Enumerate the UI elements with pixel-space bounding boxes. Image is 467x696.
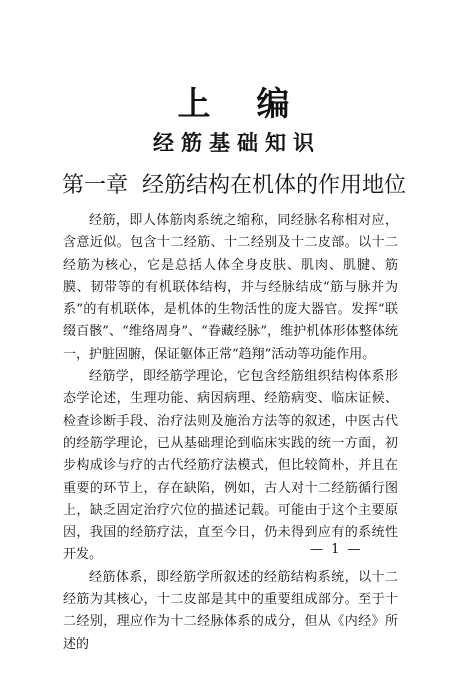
chapter-title: 经筋结构在机体的作用地位 xyxy=(142,173,407,198)
part-subtitle: 经筋基础知识 xyxy=(153,130,321,155)
paragraph: 经筋，即人体筋肉系统之缩称，同经脉名称相对应，含意近似。包含十二经筋、十二经别及十二皮部。以十二经筋为核心，它是总括人体全身皮肤、肌肉、肌腱、筋膜、韧带等的有机联体结构，并与经脉结成“筋与脉并为系”的有机联体，是机体的生物活性的庞大器官。发挥“联缀百骸”、“维络周身”、“眷藏经脉”，维护机体形体整体统一，护脏固腑，保证躯体正常“趋翔”活动等功能作用。 xyxy=(63,213,398,362)
paragraph: 经筋学，即经筋学理论，它包含经筋组织结构体系形态学论述，生理功能、病因病理、经筋病变、临床证候、检查诊断手段、治疗法则及施治方法等的叙述，中医古代的经筋学理论，已从基础理论到临床实践的统一方面，初步构成诊与疗的古代经筋疗法模式，但比较简朴，并且在重要的环节上，存在缺陷，例如，古人对十二经筋循行图上，缺乏固定治疗穴位的描述记载。可能由于这个主要原因，我国的经筋疗法，直至今日，仍未得到应有的系统性开发。 xyxy=(63,369,398,563)
body-text xyxy=(63,210,398,656)
part-title: 上编 xyxy=(177,84,336,123)
paragraph: 经筋体系，即经筋学所叙述的经筋结构系统，以十二经筋为其核心，十二皮部是其中的重要组成部分。至于十二经别，理应作为十二经脉体系的成分，但从《内经》所述的 xyxy=(63,569,398,652)
page-number: — 1 — xyxy=(310,542,363,557)
chapter-number: 第一章 xyxy=(62,173,129,198)
chapter-heading xyxy=(62,172,406,200)
